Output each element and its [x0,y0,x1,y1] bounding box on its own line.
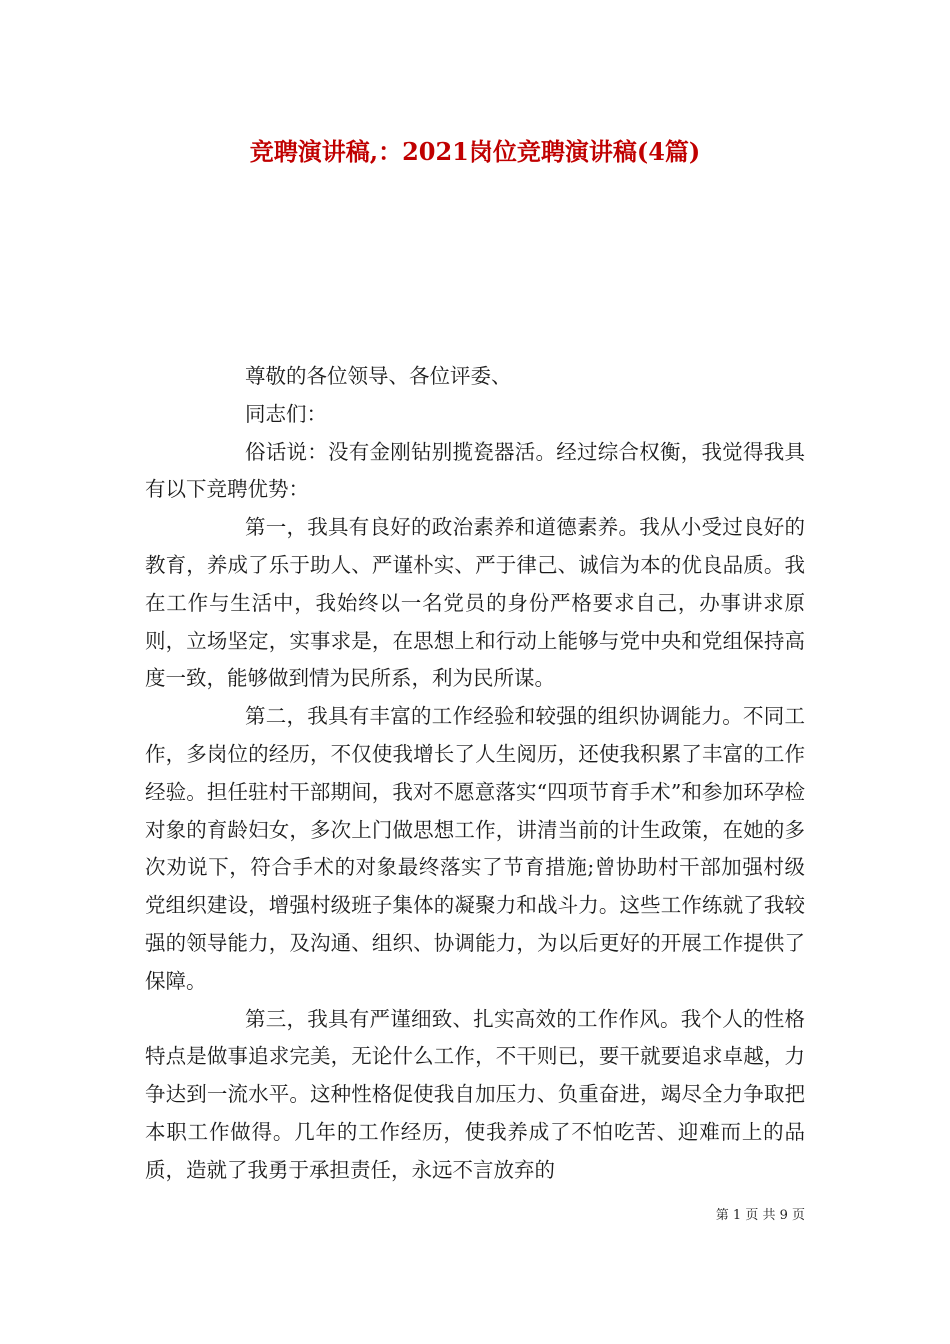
paragraph-third: 第三，我具有严谨细致、扎实高效的工作作风。我个人的性格特点是做事追求完美，无论什么工作，不干则已，要干就要追求卓越，力争达到一流水平。这种性格促使我自加压力、负重奋进，竭尽全力争取把本职工作做得。几年的工作经历，使我养成了不怕吃苦、迎难而上的品质，造就了我勇于承担责任，永远不言放弃的 [145,1006,805,1182]
paragraph-intro: 俗话说：没有金刚钻别揽瓷器活。经过综合权衡，我觉得我具有以下竞聘优势： [145,439,805,502]
page-title: 竞聘演讲稿,：2021岗位竞聘演讲稿(4篇) [249,137,701,166]
paragraph-second: 第二，我具有丰富的工作经验和较强的组织协调能力。不同工作，多岗位的经历，不仅使我增长了人生阅历，还使我积累了丰富的工作经验。担任驻村干部期间，我对不愿意落实“四项节育手术”和参加环孕检对象的育龄妇女，多次上门做思想工作，讲清当前的计生政策，在她的多次劝说下，符合手术的对象最终落实了节育措施;曾协助村干部加强村级党组织建设，增强村级班子集体的凝聚力和战斗力。这些工作练就了我较强的领导能力，及沟通、组织、协调能力，为以后更好的开展工作提供了保障。 [145,704,805,993]
document-body [145,358,805,1190]
salutation-line-2: 同志们： [245,401,327,426]
page-footer: 第 1 页 共 9 页 [715,1208,805,1223]
salutation-line-1: 尊敬的各位领导、各位评委、 [245,364,512,388]
paragraph-first: 第一，我具有良好的政治素养和道德素养。我从小受过良好的教育，养成了乐于助人、严谨朴实、严于律己、诚信为本的优良品质。我在工作与生活中，我始终以一名党员的身份严格要求自己，办事讲求原则，立场坚定，实事求是，在思想上和行动上能够与党中央和党组保持高度一致，能够做到情为民所系，利为民所谋。 [145,515,805,691]
